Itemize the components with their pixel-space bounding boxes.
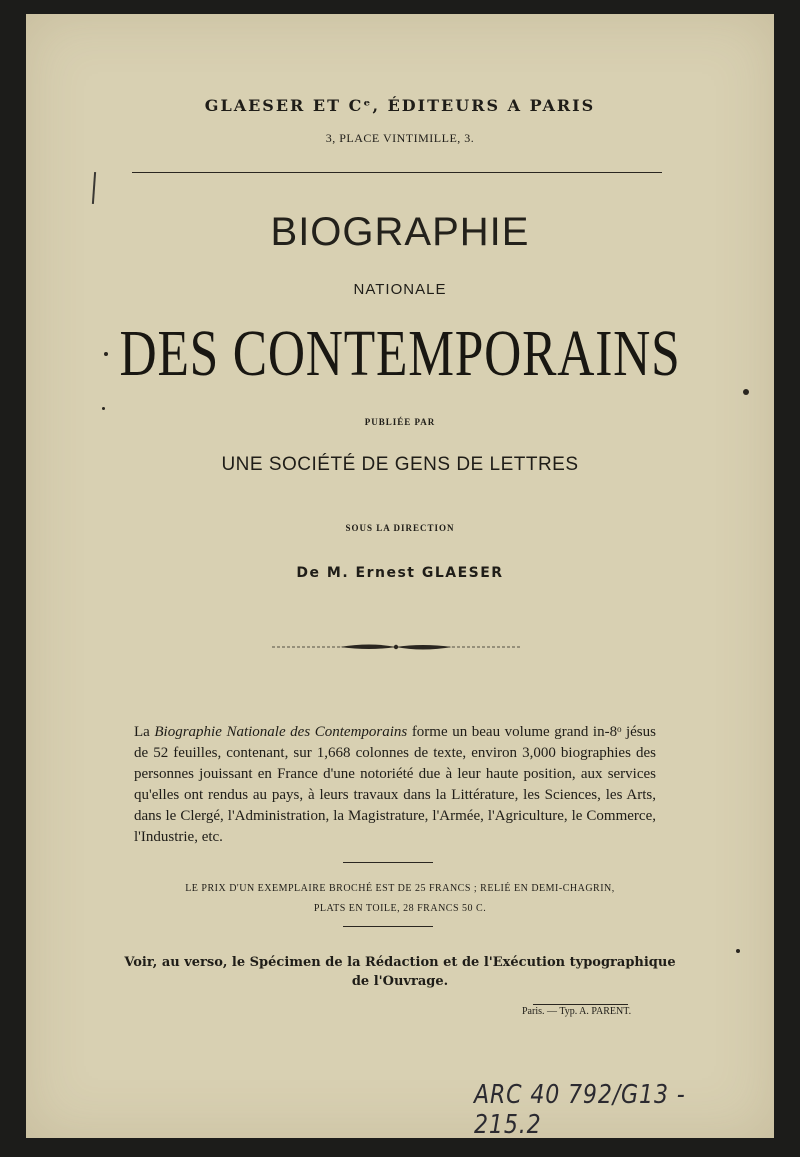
price-block <box>0 879 800 919</box>
direction-label: SOUS LA DIRECTION <box>345 523 455 533</box>
notice-line-2: de l'Ouvrage. <box>351 974 449 989</box>
ink-spot <box>102 407 105 410</box>
price-line-1: LE PRIX D'UN EXEMPLAIRE BROCHÉ EST DE 25 FRANCS ; RELIÉ EN DEMI-CHAGRIN, <box>185 883 615 894</box>
title-nationale: NATIONALE <box>353 281 447 298</box>
notice-line-1: Voir, au verso, le Spécimen de la Rédaction et de l'Exécution typographique <box>124 955 676 970</box>
ornament-divider <box>270 640 522 654</box>
description-rest: forme un beau volume grand in-8ᵒ jésus de 52 feuilles, contenant, sur 1,668 colonnes de texte, environ 3,000 biographies des personnes jouissant en France d'une notoriété due à leur haute position, aux services qu'elles ont rendus au pays, à leurs travaux dans la Littérature, les Sciences, les Arts, dans le Clergé, l'Administration, la Magistrature, l'Armée, l'Agriculture, le Commerce, l'Industrie, etc. <box>134 724 656 845</box>
title-biographie: BIOGRAPHIE <box>270 210 530 254</box>
description-start: La <box>134 724 155 740</box>
publisher-line: GLAESER ET Cᵉ, ÉDITEURS A PARIS <box>204 96 596 115</box>
archive-shelfmark: ARC 40 792/G13 - 215.2 <box>474 1080 686 1140</box>
ink-spot <box>743 389 749 395</box>
printer-rule <box>533 1004 628 1005</box>
notice-block <box>0 953 800 991</box>
publisher-address: 3, PLACE VINTIMILLE, 3. <box>325 131 475 145</box>
lower-rule <box>343 926 433 927</box>
printer-imprint: Paris. — Typ. A. PARENT. <box>522 1006 632 1017</box>
society-line: UNE SOCIÉTÉ DE GENS DE LETTRES <box>221 454 579 475</box>
work-title-italic: Biographie Nationale des Contemporains <box>154 724 408 740</box>
middle-rule <box>343 862 433 863</box>
published-by-label: PUBLIÉE PAR <box>364 417 436 427</box>
title-des-contemporains: DES CONTEMPORAINS <box>119 317 681 390</box>
description-paragraph <box>134 722 656 848</box>
top-rule <box>132 172 662 173</box>
price-line-2: PLATS EN TOILE, 28 FRANCS 50 C. <box>313 903 487 914</box>
director-name: De M. Ernest GLAESER <box>296 565 504 581</box>
